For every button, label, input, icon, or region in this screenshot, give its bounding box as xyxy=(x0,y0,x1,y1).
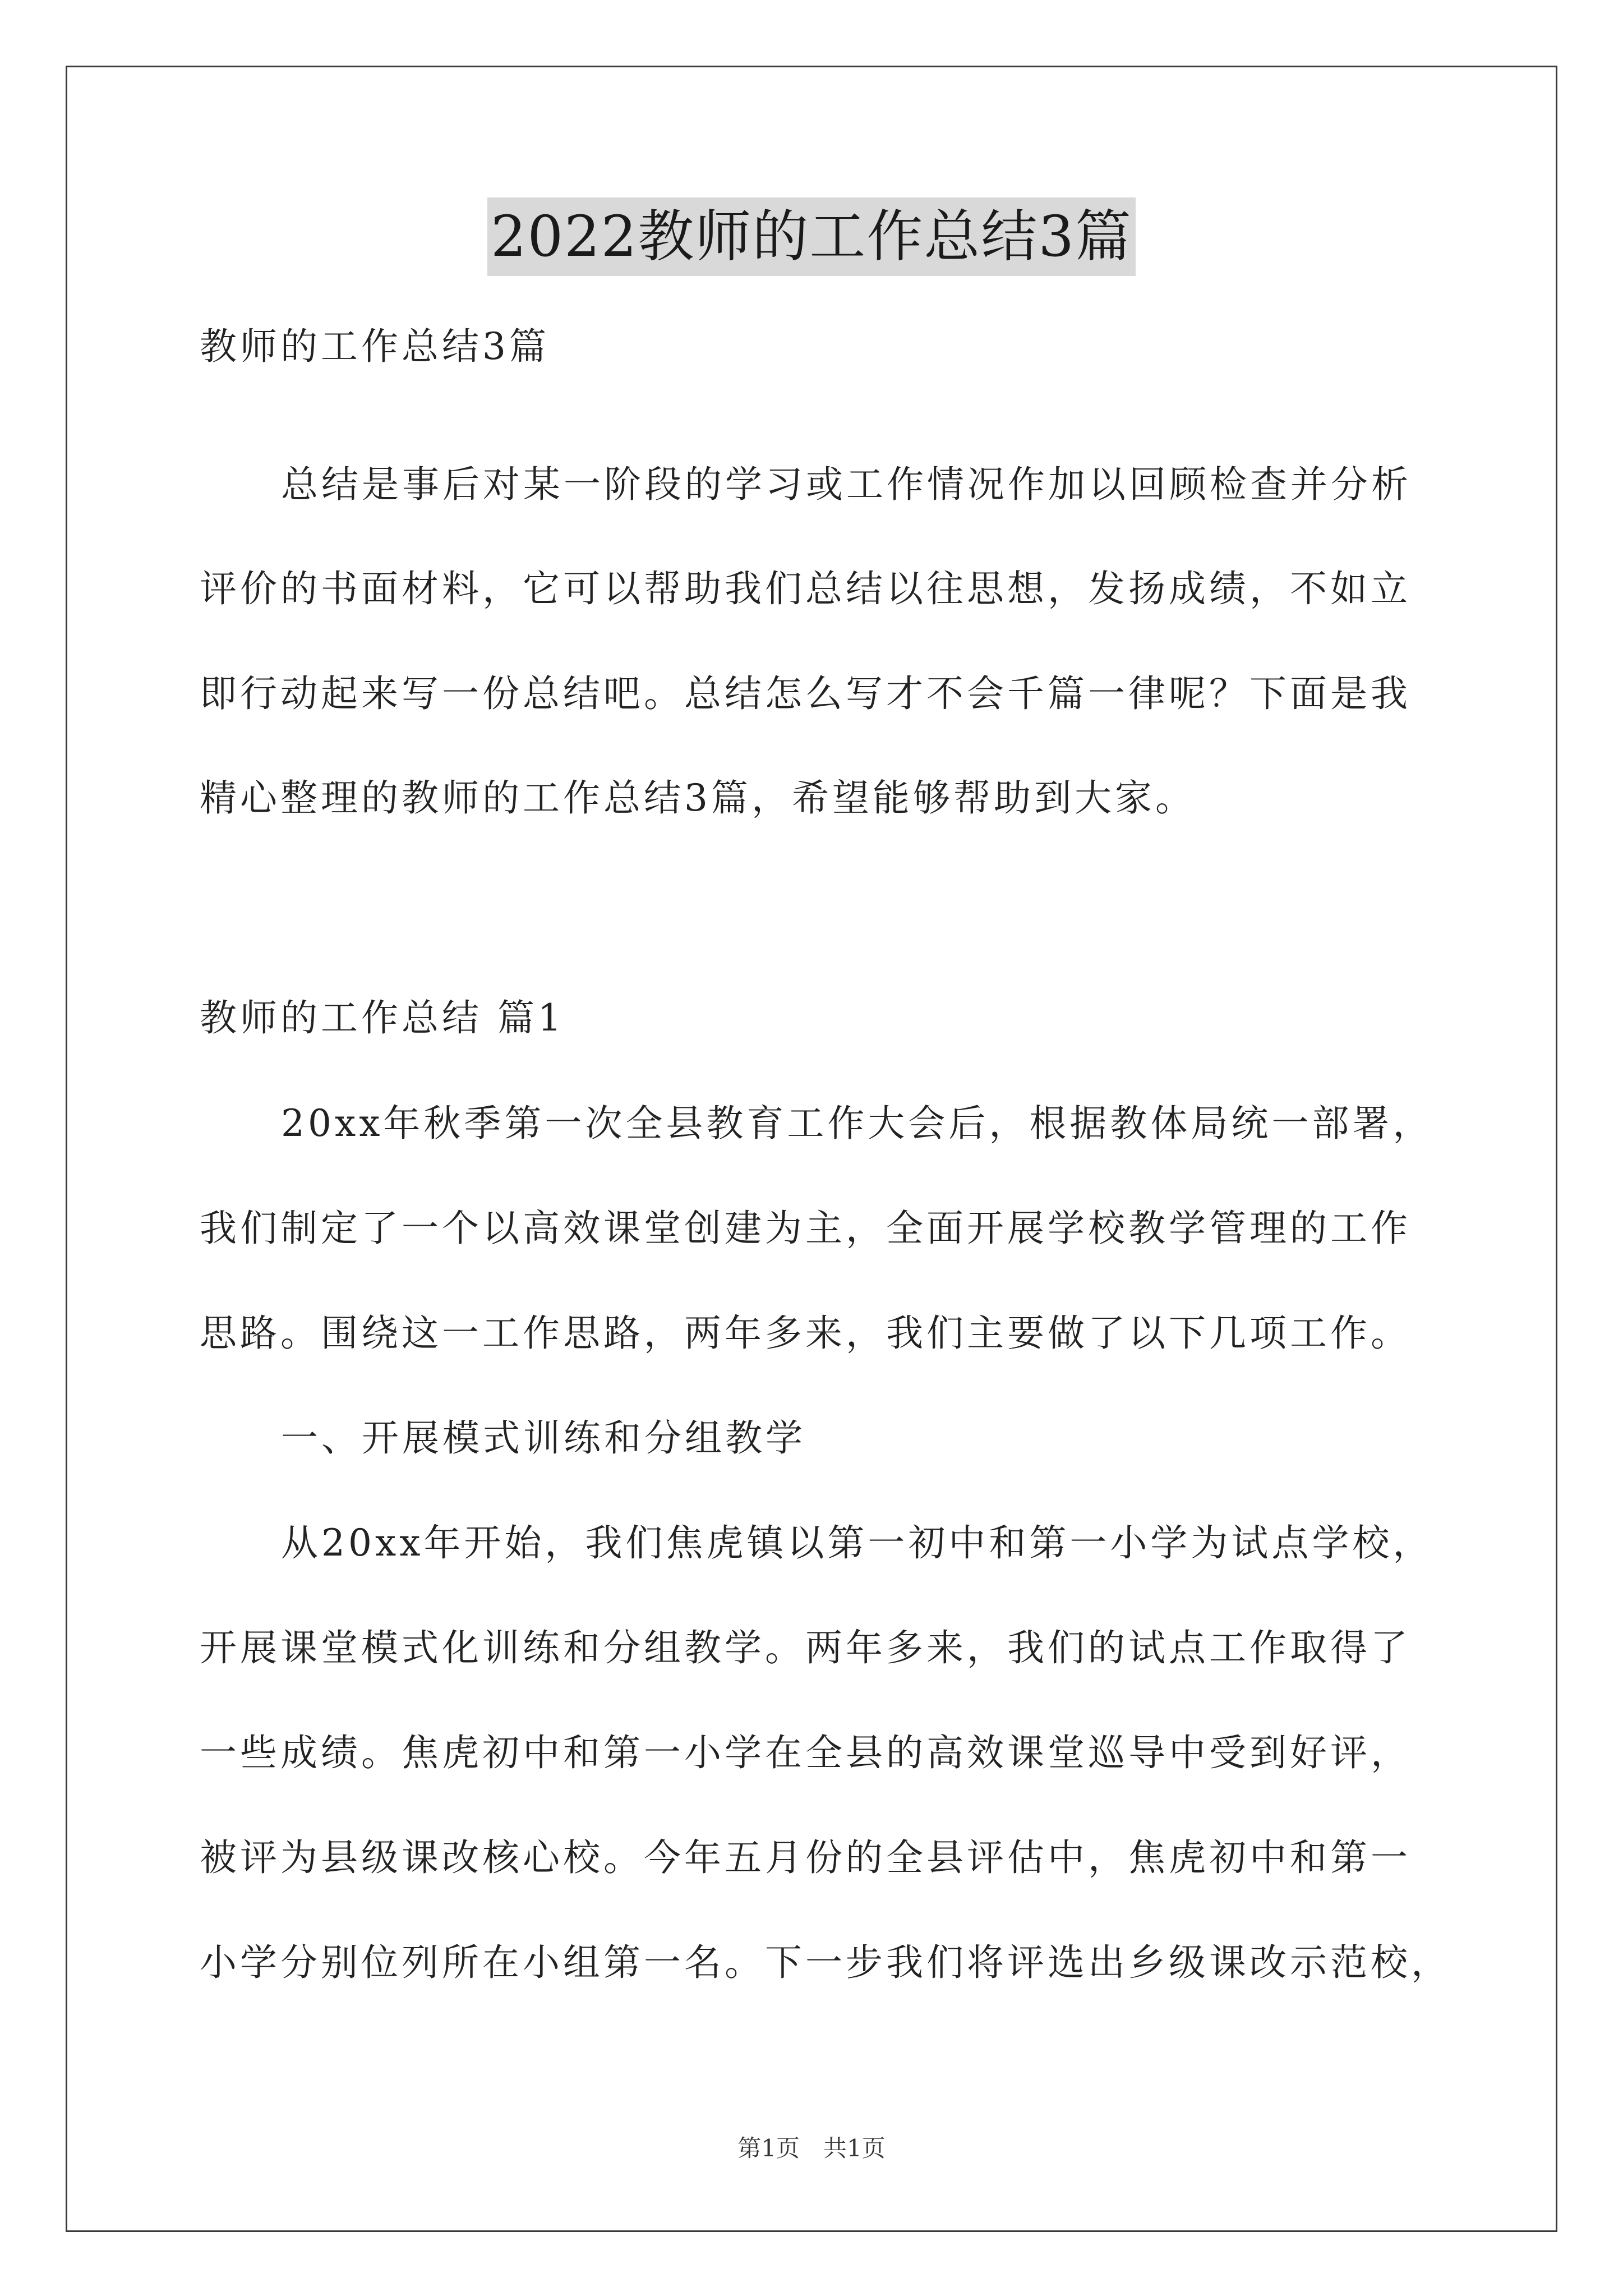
paragraph-line: 被评为县级课改核心校。今年五月份的全县评估中，焦虎初中和第一 xyxy=(200,1836,1411,1879)
paragraph-line: 总结是事后对某一阶段的学习或工作情况作加以回顾检查并分析 xyxy=(281,463,1412,506)
paragraph-line: 小学分别位列所在小组第一名。下一步我们将评选出乡级课改示范校， xyxy=(200,1941,1451,1984)
paragraph-line: 评价的书面材料，它可以帮助我们总结以往思想，发扬成绩，不如立 xyxy=(200,567,1411,610)
subtitle-line: 教师的工作总结3篇 xyxy=(200,325,550,368)
title-container xyxy=(0,197,1623,276)
paragraph-line: 一些成绩。焦虎初中和第一小学在全县的高效课堂巡导中受到好评， xyxy=(200,1731,1411,1774)
paragraph-line: 思路。围绕这一工作思路，两年多来，我们主要做了以下几项工作。 xyxy=(200,1312,1411,1355)
page-number-footer: 第1页 共1页 xyxy=(737,2134,886,2162)
paragraph-line: 20xx年秋季第一次全县教育工作大会后，根据教体局统一部署， xyxy=(281,1102,1433,1145)
section-heading: 教师的工作总结 篇1 xyxy=(200,996,565,1039)
page-border xyxy=(66,66,1557,2232)
document-title: 2022教师的工作总结3篇 xyxy=(487,197,1136,276)
paragraph-line: 即行动起来写一份总结吧。总结怎么写才不会千篇一律呢？下面是我 xyxy=(200,672,1411,715)
paragraph-line: 我们制定了一个以高效课堂创建为主，全面开展学校教学管理的工作 xyxy=(200,1207,1411,1250)
paragraph-line: 从20xx年开始，我们焦虎镇以第一初中和第一小学为试点学校， xyxy=(281,1521,1433,1565)
paragraph-line: 开展课堂模式化训练和分组教学。两年多来，我们的试点工作取得了 xyxy=(200,1626,1411,1669)
subsection-heading: 一、开展模式训练和分组教学 xyxy=(281,1416,806,1460)
paragraph-line: 精心整理的教师的工作总结3篇，希望能够帮助到大家。 xyxy=(200,776,1196,820)
